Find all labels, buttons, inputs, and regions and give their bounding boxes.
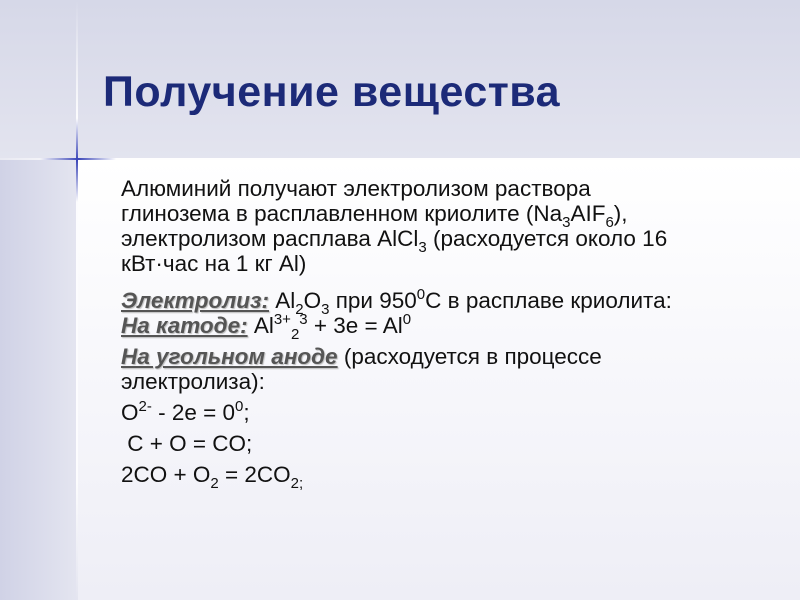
intro-line-1 bbox=[121, 176, 781, 201]
intro-text: электролизом расплава AlCl bbox=[121, 226, 419, 251]
subscript: 6 bbox=[605, 214, 614, 231]
formula-text: + 3e = Al bbox=[307, 313, 403, 338]
formula-text: C + O = CO; bbox=[121, 431, 253, 456]
subscript: 3 bbox=[418, 239, 427, 256]
anode-line-2 bbox=[121, 369, 781, 394]
slide-body bbox=[121, 176, 781, 492]
formula-text: O bbox=[121, 400, 139, 425]
subscript: 2 bbox=[295, 301, 304, 318]
anode-label: На угольном аноде bbox=[121, 344, 338, 369]
formula-text: Al bbox=[247, 313, 274, 338]
intro-text: кВт·час на 1 кг Al) bbox=[121, 251, 307, 276]
anode-text: (расходуется в процессе bbox=[337, 344, 602, 369]
slide-title: Получение вещества bbox=[103, 68, 561, 116]
superscript: 3+ bbox=[273, 311, 291, 328]
formula-text: ; bbox=[243, 400, 250, 425]
subscript: 3 bbox=[562, 214, 571, 231]
subscript: 2 bbox=[290, 326, 300, 343]
equation-2 bbox=[121, 431, 781, 456]
formula-text: 2CO + O bbox=[121, 462, 211, 487]
superscript: 0 bbox=[402, 311, 412, 328]
formula-text: - 2e = 0 bbox=[151, 400, 236, 425]
cathode-label: На катоде: bbox=[121, 313, 248, 338]
intro-line-3 bbox=[121, 226, 781, 256]
formula-text: Al bbox=[269, 288, 296, 313]
equation-1 bbox=[121, 400, 781, 425]
electrolysis-line bbox=[121, 286, 781, 318]
subscript: 2; bbox=[290, 475, 304, 492]
anode-line bbox=[121, 344, 781, 369]
formula-text: O bbox=[303, 288, 322, 313]
sparkle-horizontal bbox=[40, 158, 116, 160]
superscript: 0 bbox=[416, 286, 426, 303]
superscript: 2- bbox=[138, 398, 152, 415]
subscript: 2 bbox=[210, 475, 219, 492]
intro-line-4 bbox=[121, 251, 781, 276]
cathode-line bbox=[121, 311, 781, 343]
intro-text: ), bbox=[613, 201, 628, 226]
subscript: 3 bbox=[321, 301, 330, 318]
superscript: 3 bbox=[299, 311, 308, 328]
electrolysis-label: Электролиз: bbox=[121, 288, 269, 313]
intro-text: Алюминий получают электролизом раствора bbox=[121, 176, 591, 201]
formula-text: C в расплаве криолита: bbox=[425, 288, 672, 313]
formula-text: при 950 bbox=[329, 288, 417, 313]
intro-text: (расходуется около 16 bbox=[426, 226, 668, 251]
superscript: 0 bbox=[235, 398, 244, 415]
anode-text: электролиза): bbox=[121, 369, 265, 394]
horizontal-divider bbox=[0, 158, 800, 160]
vertical-divider bbox=[76, 0, 78, 600]
formula-text: = 2CO bbox=[218, 462, 291, 487]
intro-line-2 bbox=[121, 201, 781, 231]
sparkle-vertical bbox=[76, 118, 78, 202]
equation-3 bbox=[121, 462, 781, 492]
intro-text: глинозема в расплавленном криолите (Na bbox=[121, 201, 563, 226]
intro-text: AIF bbox=[570, 201, 606, 226]
intro-paragraph bbox=[121, 176, 781, 276]
